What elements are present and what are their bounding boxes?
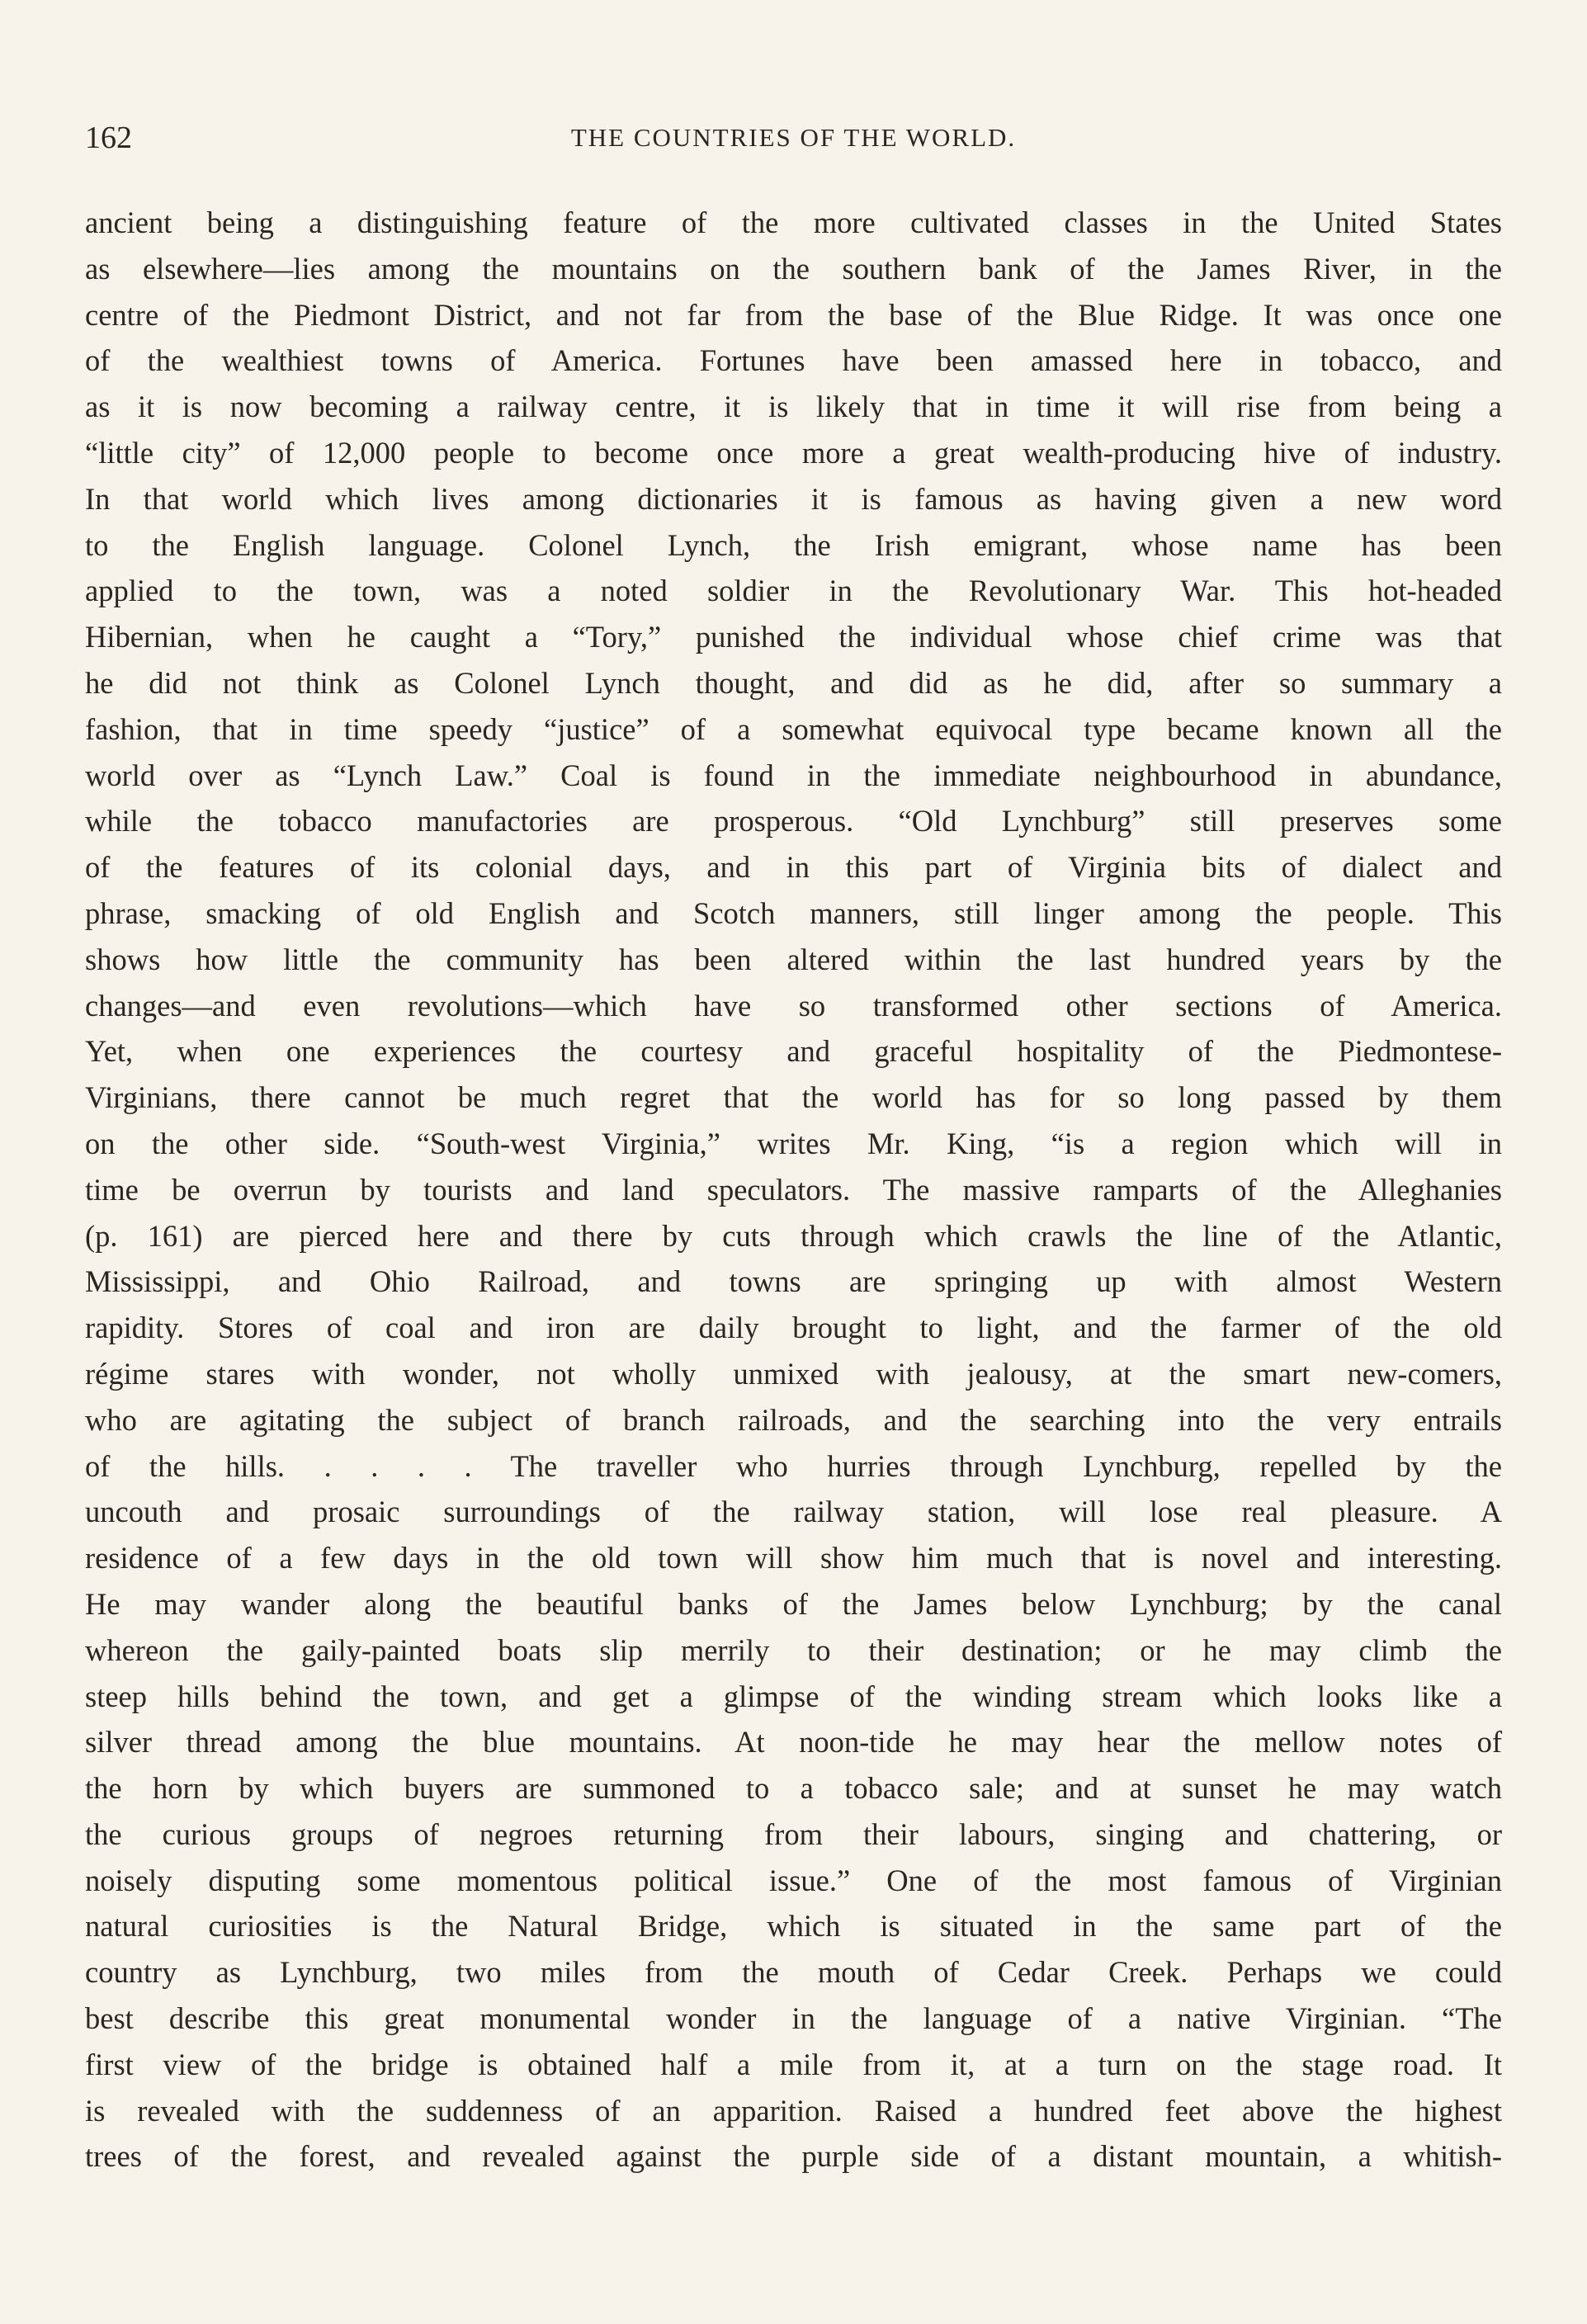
text-line: he did not think as Colonel Lynch thought, and did as he did, after so summary a [85,665,1502,700]
text-line: country as Lynchburg, two miles from the mouth of Cedar Creek. Perhaps we could [85,1955,1502,1990]
running-head [85,120,1502,156]
text-line: applied to the town, was a noted soldier in the Revolutionary War. This hot-headed [85,574,1502,608]
text-line: of the hills. . . . . The traveller who hurries through Lynchburg, repelled by the [85,1448,1502,1483]
text-line: trees of the forest, and revealed against the purple side of a distant mountain, a whitish- [85,2139,1502,2174]
text-line: (p. 161) are pierced here and there by cuts through which crawls the line of the Atlantic, [85,1218,1502,1253]
text-line: as elsewhere—lies among the mountains on the southern bank of the James River, in the [85,251,1502,286]
text-line: is revealed with the suddenness of an apparition. Raised a hundred feet above the highest [85,2093,1502,2128]
text-line: Virginians, there cannot be much regret that the world has for so long passed by them [85,1080,1502,1115]
text-line: steep hills behind the town, and get a glimpse of the winding stream which looks like a [85,1679,1502,1713]
text-line: first view of the bridge is obtained half a mile from it, at a turn on the stage road. It [85,2047,1502,2081]
text-line: “little city” of 12,000 people to become once more a great wealth-producing hive of industry. [85,435,1502,470]
text-line: residence of a few days in the old town will show him much that is novel and interesting. [85,1541,1502,1575]
text-line: of the features of its colonial days, and in this part of Virginia bits of dialect and [85,850,1502,885]
text-line: as it is now becoming a railway centre, it is likely that in time it will rise from being a [85,390,1502,424]
text-line: of the wealthiest towns of America. Fortunes have been amassed here in tobacco, and [85,343,1502,378]
text-line: the horn by which buyers are summoned to a tobacco sale; and at sunset he may watch [85,1771,1502,1806]
text-line: silver thread among the blue mountains. At noon-tide he may hear the mellow notes of [85,1725,1502,1760]
text-line: changes—and even revolutions—which have so transformed other sections of America. [85,988,1502,1023]
text-line: while the tobacco manufactories are prosperous. “Old Lynchburg” still preserves some [85,804,1502,838]
text-line: whereon the gaily-painted boats slip merrily to their destination; or he may climb the [85,1632,1502,1667]
text-line: Yet, when one experiences the courtesy and graceful hospitality of the Piedmontese- [85,1034,1502,1069]
text-line: In that world which lives among dictionaries it is famous as having given a new word [85,481,1502,516]
text-line: who are agitating the subject of branch railroads, and the searching into the very entrails [85,1402,1502,1437]
text-line: centre of the Piedmont District, and not far from the base of the Blue Ridge. It was once one [85,297,1502,332]
text-line: fashion, that in time speedy “justice” of a somewhat equivocal type became known all the [85,711,1502,746]
body-text [85,200,1502,2180]
text-line: Mississippi, and Ohio Railroad, and towns are springing up with almost Western [85,1264,1502,1299]
text-line: Hibernian, when he caught a “Tory,” punished the individual whose chief crime was that [85,620,1502,654]
text-line: He may wander along the beautiful banks of the James below Lynchburg; by the canal [85,1586,1502,1621]
text-line: the curious groups of negroes returning from their labours, singing and chattering, or [85,1816,1502,1851]
text-line: best describe this great monumental wonder in the language of a native Virginian. “The [85,2001,1502,2036]
text-line: phrase, smacking of old English and Scotch manners, still linger among the people. This [85,895,1502,930]
text-line: ancient being a distinguishing feature of the more cultivated classes in the United States [85,205,1502,239]
text-line: to the English language. Colonel Lynch, the Irish emigrant, whose name has been [85,527,1502,562]
text-line: world over as “Lynch Law.” Coal is found in the immediate neighbourhood in abundance, [85,758,1502,792]
text-line: shows how little the community has been altered within the last hundred years by the [85,942,1502,976]
running-title: THE COUNTRIES OF THE WORLD. [570,123,1017,152]
text-line: uncouth and prosaic surroundings of the railway station, will lose real pleasure. A [85,1495,1502,1529]
text-line: natural curiosities is the Natural Bridge, which is situated in the same part of the [85,1909,1502,1944]
text-line: régime stares with wonder, not wholly unmixed with jealousy, at the smart new-comers, [85,1356,1502,1391]
page-number: 162 [85,120,132,155]
text-line: noisely disputing some momentous political issue.” One of the most famous of Virginian [85,1863,1502,1897]
text-line: rapidity. Stores of coal and iron are daily brought to light, and the farmer of the old [85,1311,1502,1345]
text-line: on the other side. “South-west Virginia,” writes Mr. King, “is a region which will in [85,1126,1502,1160]
text-line: time be overrun by tourists and land speculators. The massive ramparts of the Alleghanies [85,1172,1502,1207]
